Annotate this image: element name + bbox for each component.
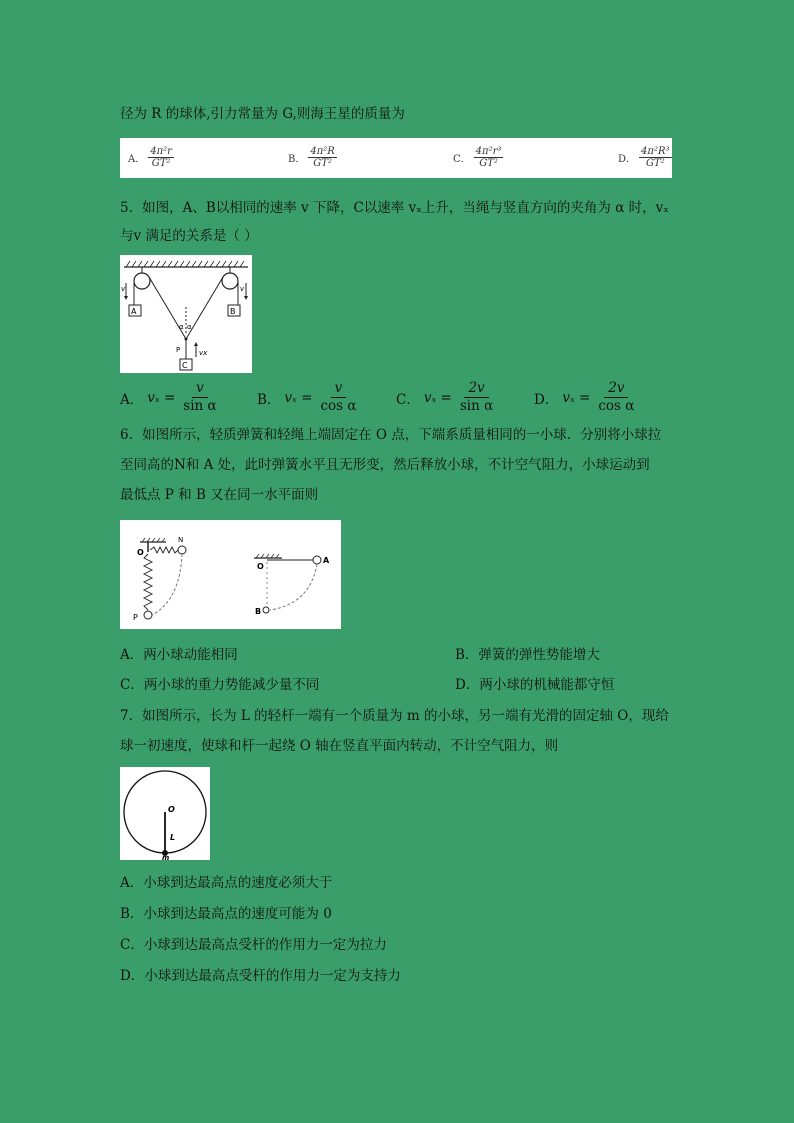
svg-text:N: N (178, 536, 184, 544)
svg-text:O: O (168, 805, 175, 814)
q6-option-c[interactable]: C．两小球的重力势能减少量不同 (120, 677, 320, 693)
pulley-right (222, 273, 238, 289)
q4-options (120, 138, 672, 178)
q7-option-a[interactable]: A．小球到达最高点的速度必须大于 (120, 875, 333, 891)
q4-option-c[interactable]: C． $\frac{\text{4π²r³}}{\text{GT²}}$ (453, 146, 502, 169)
q5-text-line1: 5．如图，A、B以相同的速率 v 下降，C以速率 vₓ上升，当绳与竖直方向的夹角为 α 时，vₓ (120, 200, 669, 216)
q7-option-b[interactable]: B．小球到达最高点的速度可能为 0 (120, 906, 332, 922)
q6-text-line1: 6．如图所示，轻质弹簧和轻绳上端固定在 O 点，下端系质量相同的一小球．分别将小球拉 (120, 427, 662, 443)
svg-text:m: m (162, 854, 170, 860)
svg-text:A: A (131, 307, 137, 316)
pulley-left (134, 273, 150, 289)
q5-option-b[interactable]: B． vₓ = $\frac{v}{\text{cos α}}$ (257, 380, 357, 414)
q4-text: 径为 R 的球体,引力常量为 G,则海王星的质量为 (120, 106, 405, 122)
svg-text:P: P (176, 346, 181, 354)
q6-option-d[interactable]: D．两小球的机械能都守恒 (455, 677, 615, 693)
svg-text:v: v (121, 285, 126, 293)
q5-text-line2: 与v 满足的关系是（ ） (120, 228, 258, 244)
q4-option-a[interactable]: A． $\frac{\text{4π²r}}{\text{GT²}}$ (128, 146, 172, 169)
q6-option-b[interactable]: B．弹簧的弹性势能增大 (455, 647, 600, 663)
svg-text:v: v (240, 285, 245, 293)
svg-text:α: α (179, 323, 184, 331)
q4-option-d[interactable]: D． $\frac{\text{4π²R³}}{\text{GT²}}$ (618, 146, 670, 169)
q5-option-c[interactable]: C． vₓ = $\frac{2v}{\text{sin α}}$ (396, 380, 494, 414)
q6-option-a[interactable]: A．两小球动能相同 (120, 647, 238, 663)
svg-text:L: L (170, 833, 176, 842)
svg-text:A: A (323, 556, 330, 565)
svg-text:vx: vx (199, 349, 208, 357)
q5-figure (120, 255, 252, 373)
svg-text:B: B (255, 607, 262, 616)
q5-option-d[interactable]: D． vₓ = $\frac{2v}{\text{cos α}}$ (534, 380, 635, 414)
q4-option-b[interactable]: B． $\frac{\text{4π²R}}{\text{GT²}}$ (288, 146, 335, 169)
q7-option-c[interactable]: C．小球到达最高点受杆的作用力一定为拉力 (120, 937, 387, 953)
q7-option-d[interactable]: D．小球到达最高点受杆的作用力一定为支持力 (120, 968, 401, 984)
svg-text:O: O (137, 548, 144, 557)
q6-figure (120, 520, 341, 629)
q7-text-line1: 7．如图所示，长为 L 的轻杆一端有一个质量为 m 的小球，另一端有光滑的固定轴 O，现给 (120, 708, 669, 724)
q6-text-line2: 至同高的N和 A 处，此时弹簧水平且无形变，然后释放小球，不计空气阻力，小球运动到 (120, 457, 650, 473)
svg-text:α: α (187, 323, 192, 331)
q5-option-a[interactable]: A． vₓ = $\frac{v}{\text{sin α}}$ (120, 380, 217, 414)
q6-text-line3: 最低点 P 和 B 又在同一水平面则 (120, 487, 319, 503)
svg-text:B: B (230, 307, 236, 316)
svg-text:O: O (257, 562, 264, 571)
q7-text-line2: 球一初速度，使球和杆一起绕 O 轴在竖直平面内转动，不计空气阻力，则 (120, 738, 559, 754)
q7-figure (120, 767, 210, 860)
svg-text:P: P (133, 613, 138, 622)
svg-text:C: C (182, 361, 188, 370)
